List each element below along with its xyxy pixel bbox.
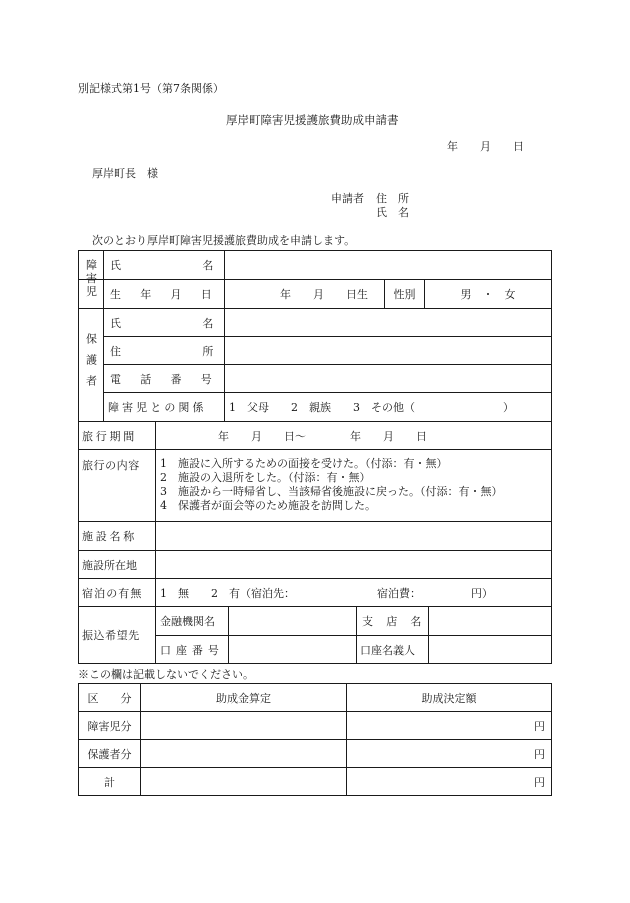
form-number: 別記様式第1号（第7条関係） xyxy=(78,82,224,95)
lodging-fee-unit: 円） xyxy=(471,586,493,600)
account-holder-field[interactable] xyxy=(429,636,551,663)
travel-period-label: 旅行期間 xyxy=(82,429,137,443)
guardian-group-label: 保護者 xyxy=(84,333,98,396)
guardian-phone-label: 電話番号 xyxy=(110,372,231,386)
facility-name-label: 施設名称 xyxy=(82,530,137,543)
guardian-name-field[interactable] xyxy=(225,309,551,336)
guardian-relation-value[interactable]: 1 父母 2 親族 3 その他（ ） xyxy=(229,401,514,414)
office-header-category: 区 分 xyxy=(87,691,132,705)
child-name-field[interactable] xyxy=(225,251,551,279)
travel-period-value[interactable]: 年 月 日～ 年 月 日 xyxy=(218,429,427,443)
travel-content-label: 旅行の内容 xyxy=(82,459,140,472)
addressee: 厚岸町長 様 xyxy=(92,167,158,180)
travel-content-item[interactable]: 4 保護者が面会等のため施設を訪問した。 xyxy=(160,499,376,512)
child-dob-value[interactable]: 年 月 日生 xyxy=(280,288,368,301)
lodging-value[interactable]: 1 無 2 有（宿泊先： xyxy=(160,586,295,600)
office-row-calc-field[interactable] xyxy=(141,740,346,767)
office-header-amount: 助成決定額 xyxy=(421,691,477,705)
lodging-fee-label: 宿泊費： xyxy=(377,586,421,600)
bank-name-label: 金融機関名 xyxy=(160,615,215,628)
travel-content-item[interactable]: 2 施設の入退所をした。（付添：有・無） xyxy=(160,471,371,484)
child-name-label: 氏名 xyxy=(110,259,295,272)
guardian-phone-field[interactable] xyxy=(225,365,551,392)
date-line[interactable]: 年 月 日 xyxy=(447,140,524,153)
travel-content-item[interactable]: 1 施設に入所するための面接を受けた。（付添：有・無） xyxy=(160,457,448,470)
child-dob-label: 生年月日 xyxy=(110,288,231,301)
transfer-label: 振込希望先 xyxy=(82,629,140,642)
travel-content-list[interactable] xyxy=(160,457,503,513)
account-holder-label: 口座名義人 xyxy=(360,643,415,657)
form-title: 厚岸町障害児援護旅費助成申請書 xyxy=(226,113,399,127)
travel-content-item[interactable]: 3 施設から一時帰省し、当該帰省後施設に戻った。（付添：有・無） xyxy=(160,485,503,498)
office-row-unit: 円 xyxy=(534,775,545,789)
office-row-unit: 円 xyxy=(534,719,545,733)
applicant-address-label: 住 所 xyxy=(376,192,409,205)
child-group-label: 障害児 xyxy=(84,259,98,299)
child-sex-label: 性別 xyxy=(393,288,416,301)
facility-name-field[interactable] xyxy=(156,522,551,550)
guardian-address-field[interactable] xyxy=(225,337,551,364)
applicant-name-label: 氏 名 xyxy=(376,206,409,219)
branch-name-label: 支店名 xyxy=(362,615,435,628)
lodging-label: 宿泊の有無 xyxy=(82,586,143,600)
office-row-unit: 円 xyxy=(534,747,545,761)
office-row-label: 計 xyxy=(104,775,115,789)
office-row-calc-field[interactable] xyxy=(141,712,346,739)
bank-name-field[interactable] xyxy=(229,607,356,635)
office-row-calc-field[interactable] xyxy=(141,768,346,795)
account-number-label: 口座番号 xyxy=(160,643,224,657)
office-row-label: 障害児分 xyxy=(87,719,132,733)
office-header-calc: 助成金算定 xyxy=(216,691,271,705)
guardian-address-label: 住所 xyxy=(110,344,295,358)
office-row-label: 保護者分 xyxy=(87,747,132,761)
guardian-relation-label: 障害児との関係 xyxy=(108,401,207,414)
office-use-note: ※この欄は記載しないでください。 xyxy=(78,668,254,681)
account-number-field[interactable] xyxy=(229,636,356,663)
guardian-name-label: 氏名 xyxy=(110,316,295,330)
facility-location-field[interactable] xyxy=(156,551,551,578)
branch-name-field[interactable] xyxy=(429,607,551,635)
child-sex-value[interactable]: 男 ・ 女 xyxy=(460,288,516,301)
facility-location-label: 施設所在地 xyxy=(82,558,137,572)
applicant-label: 申請者 xyxy=(331,192,364,205)
intro-text: 次のとおり厚岸町障害児援護旅費助成を申請します。 xyxy=(92,234,356,247)
